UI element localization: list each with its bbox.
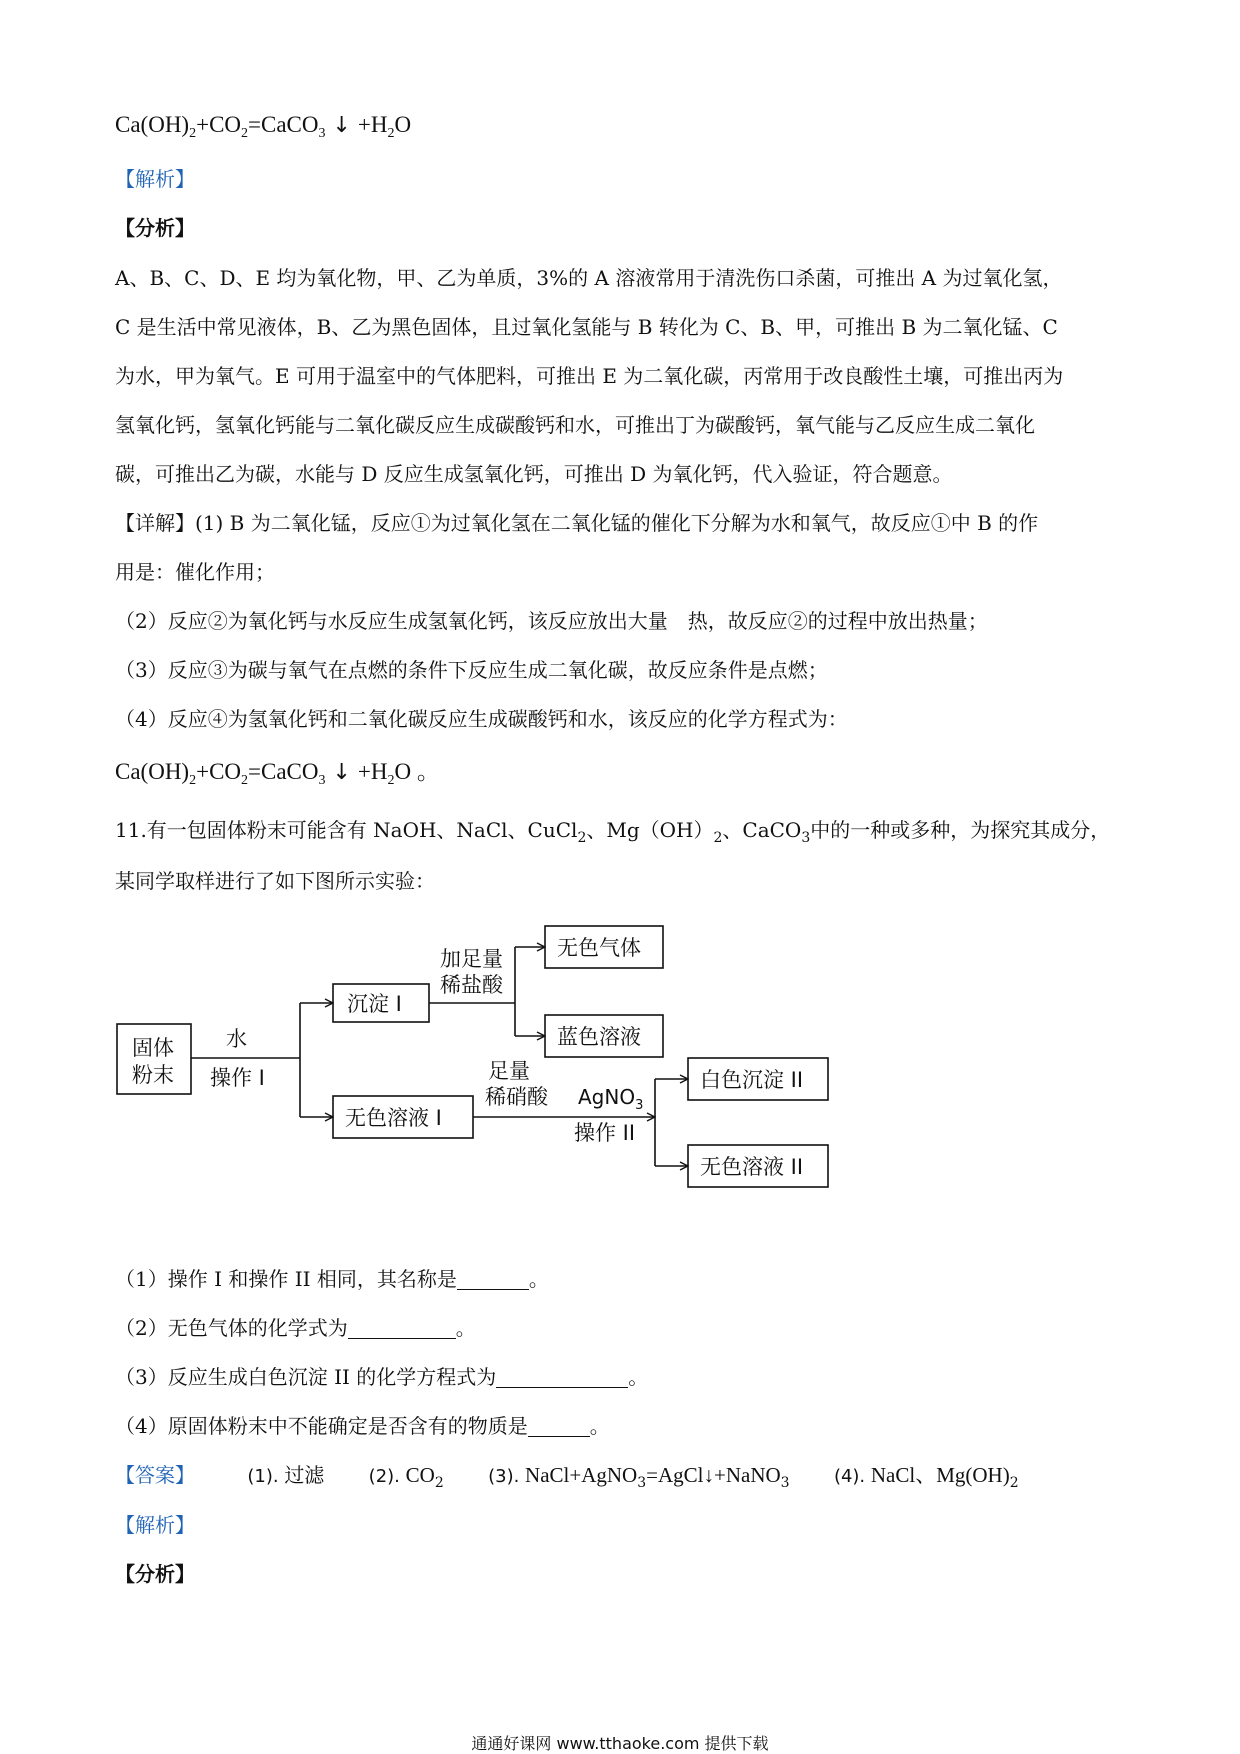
- formula-part: =CaCO: [248, 759, 319, 784]
- tag-jiexi: 【解析】: [115, 167, 195, 191]
- answer-blank[interactable]: [528, 1414, 590, 1437]
- formula-sub: 2: [387, 126, 395, 141]
- answer-blank[interactable]: [496, 1365, 628, 1388]
- question-text: 11.有一包固体粉末可能含有 NaOH、NaCl、CuCl: [115, 818, 578, 842]
- formula-part: +H: [357, 112, 388, 137]
- subquestion-text: （2）无色气体的化学式为: [115, 1316, 348, 1340]
- formula-sub: 3: [637, 1475, 647, 1491]
- answer-1: [247, 1460, 324, 1492]
- subquestion-3: [115, 1362, 648, 1392]
- subquestion-end: 。: [455, 1316, 476, 1340]
- subquestion-text: （1）操作 I 和操作 II 相同，其名称是: [115, 1267, 457, 1291]
- formula-period: 。: [411, 759, 440, 784]
- subquestion-end: 。: [528, 1267, 549, 1291]
- question-text: 中的一种或多种，为探究其成分，: [810, 818, 1111, 842]
- label-colorless-solution-2: 无色溶液 II: [700, 1155, 804, 1179]
- detail-line: 用是：催化作用；: [115, 560, 275, 584]
- label-powder: 粉末: [132, 1063, 174, 1087]
- formula-sub: 2: [189, 126, 197, 141]
- subquestion-text: （4）原固体粉末中不能确定是否含有的物质是: [115, 1414, 528, 1438]
- formula-sub: 2: [241, 126, 249, 141]
- formula-part: O: [394, 112, 412, 137]
- answer-text: NaCl+AgNO: [525, 1463, 638, 1487]
- detail-line: 【详解】(1) B 为二氧化锰，反应①为过氧化氢在二氧化锰的催化下分解为水和氧气，故反应①中 B 的作: [115, 511, 1039, 535]
- subquestion-text: （3）反应生成白色沉淀 II 的化学方程式为: [115, 1365, 497, 1389]
- answer-blank[interactable]: [457, 1267, 529, 1290]
- answer-4: [834, 1460, 1019, 1492]
- analysis-line: C 是生活中常见液体，B、乙为黑色固体，且过氧化氢能与 B 转化为 C、B、甲，可推出 B 为二氧化锰、C: [115, 315, 1058, 339]
- formula-sub: 2: [1009, 1475, 1019, 1491]
- tag-answer: 【答案】: [115, 1463, 195, 1487]
- formula-part: +CO: [196, 759, 242, 784]
- tag-fenxi: 【分析】: [115, 216, 195, 240]
- formula-sub: 2: [189, 773, 197, 788]
- subquestion-end: 。: [589, 1414, 610, 1438]
- answer-text: CO: [405, 1463, 435, 1487]
- label-sufficient: 足量: [488, 1059, 530, 1083]
- formula-sub: 3: [318, 126, 326, 141]
- answer-text: NaCl、Mg(OH): [870, 1463, 1010, 1487]
- down-arrow-icon: ↓: [325, 760, 358, 785]
- answer-2: [369, 1460, 444, 1492]
- tag-fenxi-2: 【分析】: [115, 1562, 195, 1586]
- page-footer: 通通好课网 www.tthaoke.com 提供下载: [471, 1734, 769, 1753]
- subquestion-4: [115, 1411, 610, 1441]
- answer-number: (3).: [488, 1466, 526, 1487]
- formula-sub: 3: [801, 830, 811, 846]
- label-dilute-hno3: 稀硝酸: [485, 1085, 548, 1109]
- formula-sub: 3: [318, 773, 326, 788]
- formula-sub: 2: [387, 773, 395, 788]
- formula-sub: 2: [241, 773, 249, 788]
- analysis-line: A、B、C、D、E 均为氧化物，甲、乙为单质，3%的 A 溶液常用于清洗伤口杀菌，可推出 A 为过氧化氢，: [115, 266, 1063, 290]
- tag-jiexi-2: 【解析】: [115, 1513, 195, 1537]
- formula-part: =CaCO: [248, 112, 319, 137]
- formula-part: O: [394, 759, 412, 784]
- label-operation-2: 操作 II: [574, 1121, 636, 1145]
- subquestion-1: [115, 1264, 549, 1294]
- label-white-precipitate-2: 白色沉淀 II: [700, 1068, 804, 1092]
- answer-text: =AgCl↓+NaNO: [646, 1463, 781, 1487]
- label-colorless-gas: 无色气体: [557, 936, 641, 960]
- answer-blank[interactable]: [348, 1316, 456, 1339]
- detail-line: （3）反应③为碳与氧气在点燃的条件下反应生成二氧化碳，故反应条件是点燃；: [115, 658, 828, 682]
- analysis-line: 为水，甲为氧气。E 可用于温室中的气体肥料，可推出 E 为二氧化碳，丙常用于改良酸性土壤，可推出丙为: [115, 364, 1064, 388]
- answer-number: (1).: [247, 1466, 285, 1487]
- subquestion-end: 。: [628, 1365, 649, 1389]
- answer-number: (2).: [368, 1466, 406, 1487]
- subquestion-2: [115, 1313, 476, 1343]
- answer-number: (4).: [833, 1466, 871, 1487]
- question-11-stem-2: 某同学取样进行了如下图所示实验：: [115, 869, 435, 893]
- label-solid: 固体: [132, 1036, 174, 1060]
- down-arrow-icon: ↓: [325, 113, 358, 138]
- formula-sub: 2: [577, 830, 587, 846]
- formula-part: Ca(OH): [115, 759, 190, 784]
- analysis-line: 碳，可推出乙为碳，水能与 D 反应生成氢氧化钙，可推出 D 为氧化钙，代入验证，符合题意。: [115, 462, 953, 486]
- formula-sub: 3: [780, 1475, 790, 1491]
- label-add-excess: 加足量: [440, 947, 503, 971]
- formula-part: +CO: [196, 112, 242, 137]
- label-water: 水: [226, 1027, 247, 1051]
- question-text: 、Mg（OH）: [586, 818, 714, 842]
- answer-text: 过滤: [284, 1463, 325, 1487]
- label-agno3: AgNO$_3$: [578, 1085, 644, 1113]
- question-text: 、CaCO: [722, 818, 802, 842]
- answer-3: [488, 1460, 789, 1492]
- detail-line: （2）反应②为氧化钙与水反应生成氢氧化钙，该反应放出大量 热，故反应②的过程中放出热量；: [115, 609, 988, 633]
- label-blue-solution: 蓝色溶液: [557, 1025, 641, 1049]
- label-precipitate-1: 沉淀 I: [347, 992, 402, 1016]
- formula-sub: 2: [434, 1475, 444, 1491]
- analysis-line: 氢氧化钙，氢氧化钙能与二氧化碳反应生成碳酸钙和水，可推出丁为碳酸钙，氧气能与乙反应生成二氧化: [115, 413, 1035, 437]
- label-colorless-solution-1: 无色溶液 I: [345, 1106, 442, 1130]
- detail-line: （4）反应④为氢氧化钙和二氧化碳反应生成碳酸钙和水，该反应的化学方程式为：: [115, 707, 848, 731]
- formula-sub: 2: [713, 830, 723, 846]
- answer-line: [115, 1460, 1057, 1492]
- formula-part: +H: [357, 759, 388, 784]
- label-dilute-hcl: 稀盐酸: [440, 973, 503, 997]
- label-operation-1: 操作 I: [210, 1066, 265, 1090]
- formula-part: Ca(OH): [115, 112, 190, 137]
